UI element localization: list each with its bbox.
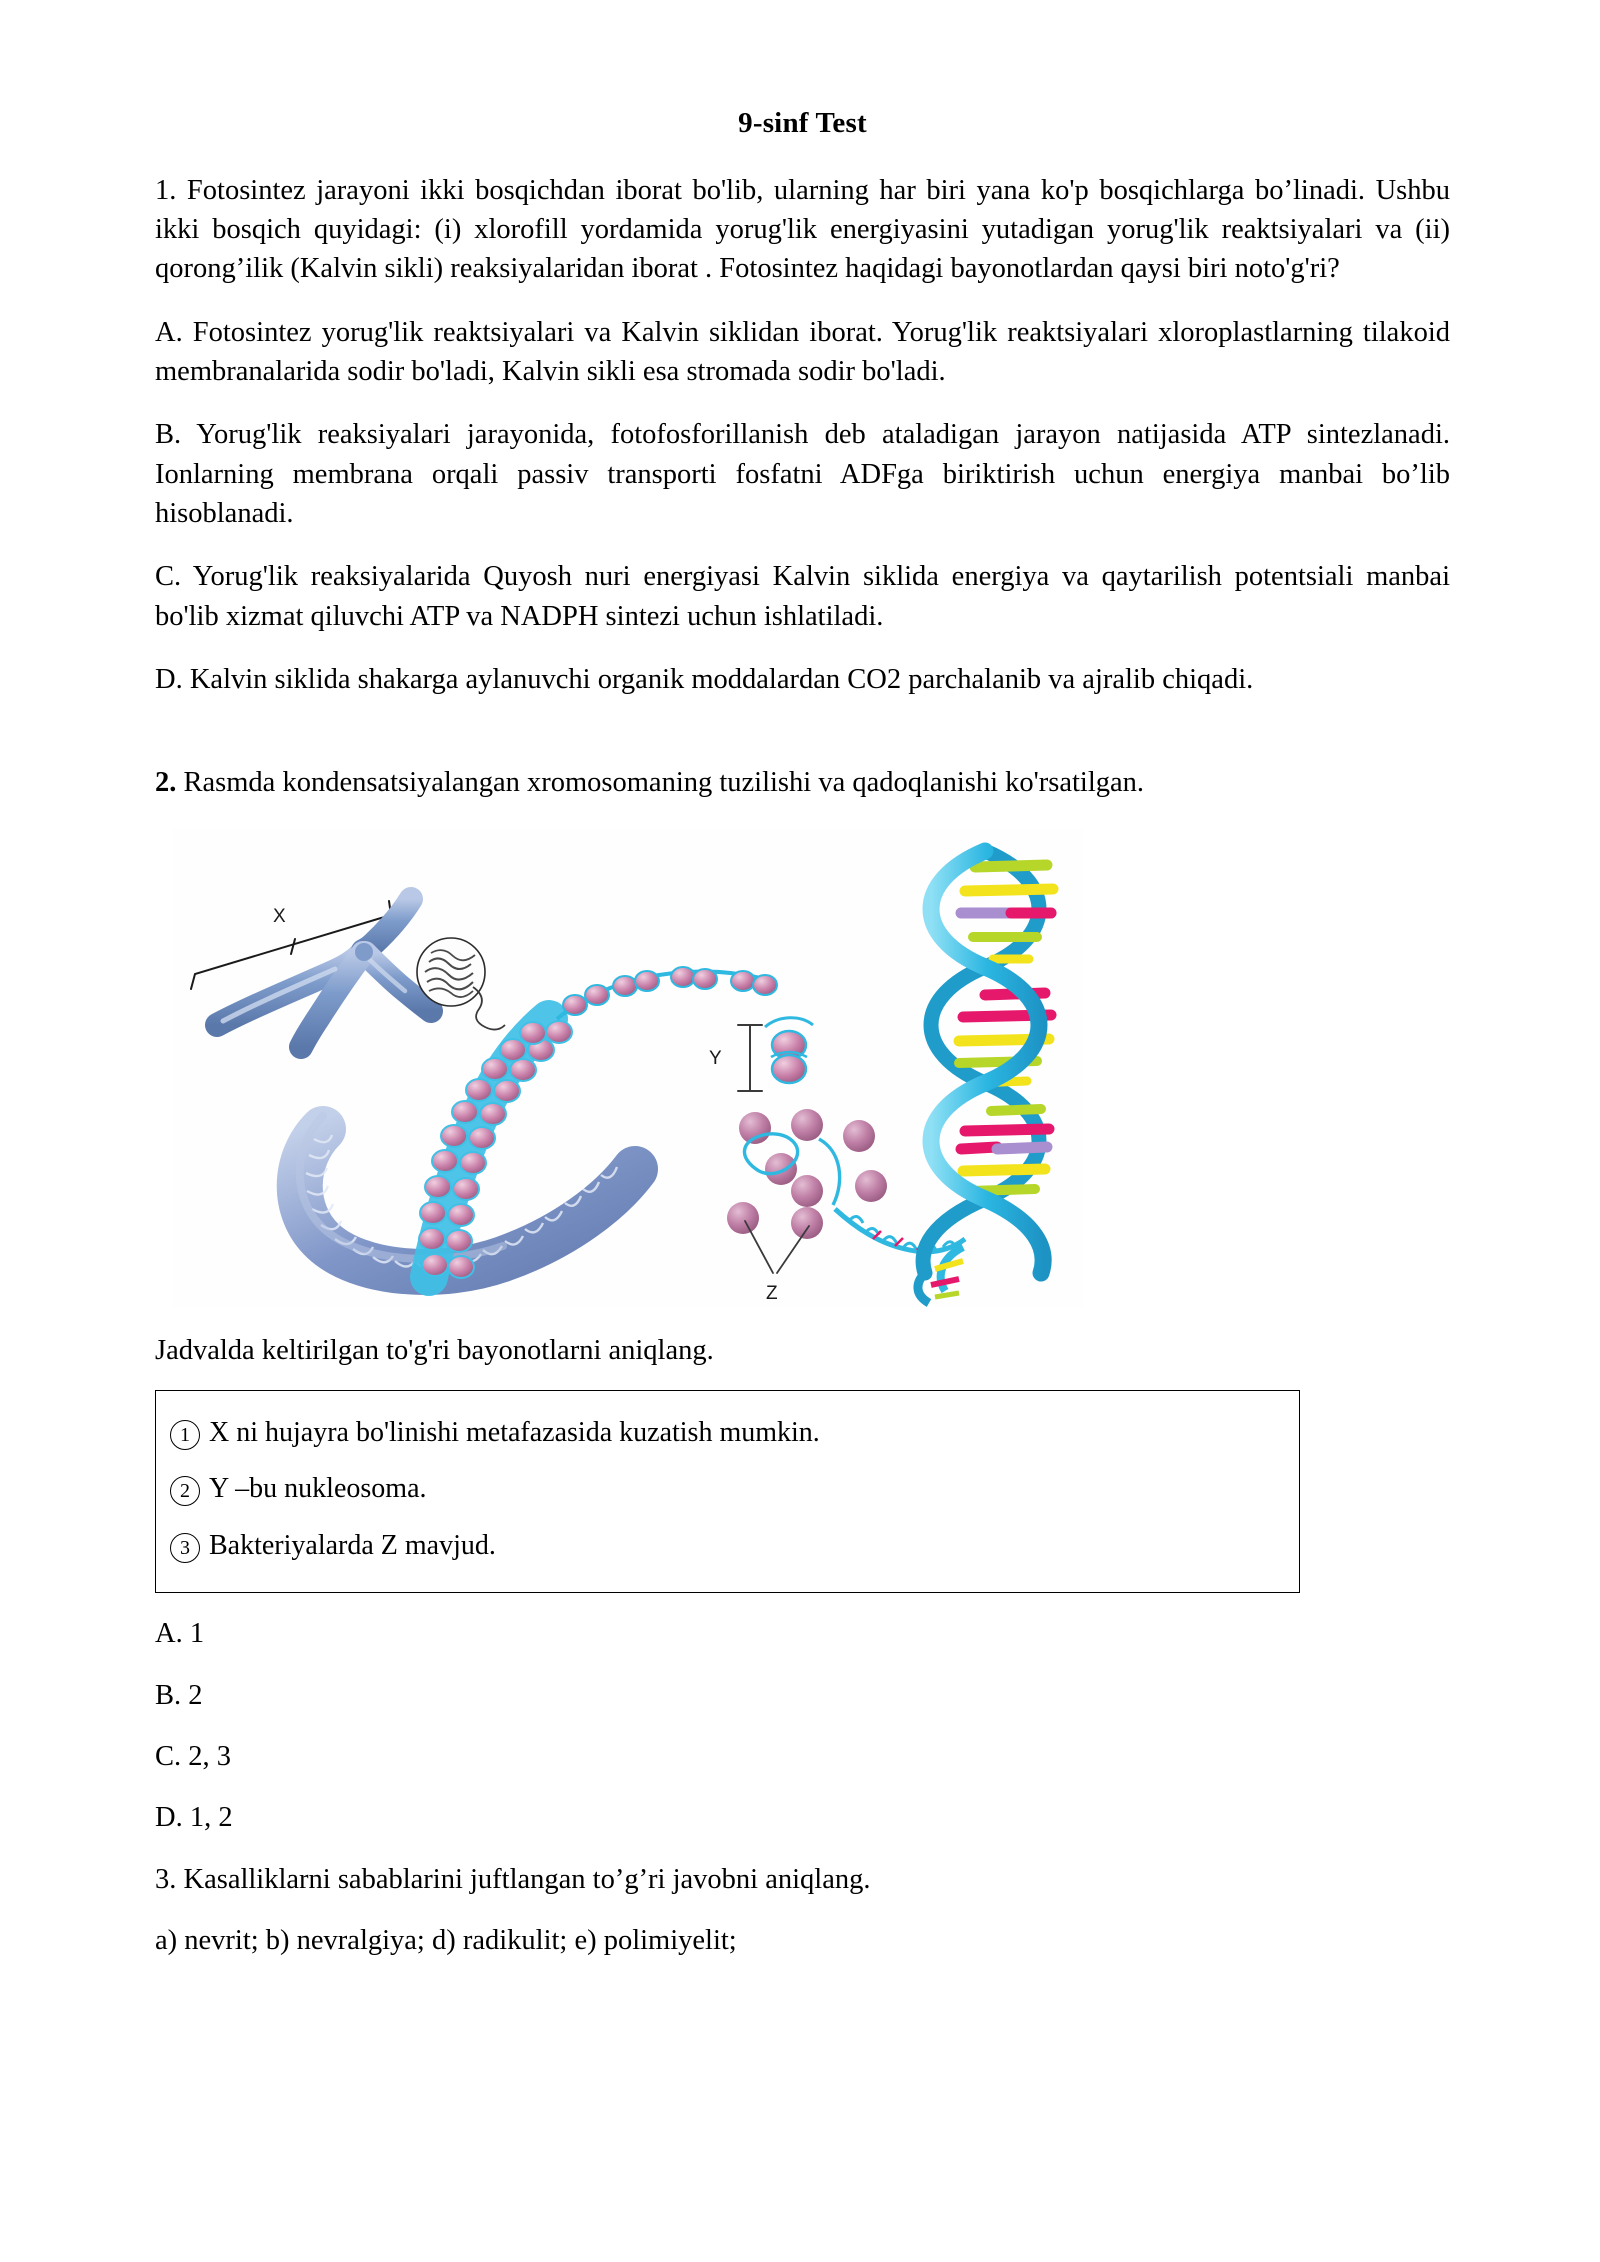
- question-1-option-d: D. Kalvin siklida shakarga aylanuvchi organik moddalardan CO2 parchalanib va ajralib chiqadi.: [155, 664, 1254, 696]
- table-row: [156, 1461, 1299, 1517]
- chromosome-packing-figure: [173, 829, 1083, 1307]
- statements-table: [155, 1390, 1300, 1593]
- question-2-option-a: A. 1: [155, 1618, 205, 1650]
- section-spacer: [155, 699, 1450, 739]
- question-1-stem: 1. Fotosintez jarayoni ikki bosqichdan iborat bo'lib, ularning har biri yana ko'p bosqichlarga bo’linadi. Ushbu ikki bosqich quyidagi: (i) xlorofill yordamida yorug'lik energiyasini yutadigan yorug'lik reaktsiyalari va (ii) qorong’ilik (Kalvin sikli) reaksiyalaridan iborat . Fotosintez haqidagi bayonotlardan qaysi biri noto'g'ri?: [155, 174, 1450, 285]
- question-2-option-c: C. 2, 3: [155, 1740, 232, 1772]
- statement-text-3: Bakteriyalarda Z mavjud.: [209, 1529, 496, 1561]
- question-1-option-a: A. Fotosintez yorug'lik reaktsiyalari va Kalvin siklidan iborat. Yorug'lik reaktsiyalari xloroplastlarning tilakoid membranalarida sodir bo'ladi, Kalvin sikli esa stromada sodir bo'ladi.: [155, 316, 1450, 388]
- question-3-stem: 3. Kasalliklarni sabablarini juftlangan to’g’ri javobni aniqlang.: [155, 1863, 871, 1895]
- chromosome-diagram-svg: [173, 829, 1083, 1307]
- question-1-option-b: B. Yorug'lik reaksiyalari jarayonida, fotofosforillanish deb ataladigan jarayon natijasida ATP sintezlanadi. Ionlarning membrana orqali passiv transporti fosfatni ADFga biriktirish uchun energiya manbai bo’lib hisoblanadi.: [155, 419, 1450, 530]
- label-y: Y: [709, 1047, 722, 1069]
- page-title: 9-sinf Test: [738, 107, 867, 139]
- question-2-stem: [155, 763, 1450, 802]
- statement-text-2: Y –bu nukleosoma.: [209, 1473, 427, 1505]
- question-3-list: a) nevrit; b) nevralgiya; d) radikulit; e) polimiyelit;: [155, 1924, 737, 1956]
- chromosome-figure-wrapper: [155, 829, 1450, 1307]
- table-row: [156, 1405, 1299, 1461]
- statement-number-3: 3: [170, 1533, 200, 1563]
- table-row: [156, 1518, 1299, 1574]
- question-2-number: 2.: [155, 767, 177, 799]
- question-1-option-c: C. Yorug'lik reaksiyalarida Quyosh nuri energiyasi Kalvin siklida energiya va qaytarilish potentsiali manbai bo'lib xizmat qiluvchi ATP va NADPH sintezi uchun ishlatiladi.: [155, 561, 1450, 632]
- label-z: Z: [766, 1282, 778, 1304]
- question-2-option-b: B. 2: [155, 1679, 203, 1711]
- statement-number-1: 1: [170, 1420, 200, 1450]
- question-2-instruction: Jadvalda keltirilgan to'g'ri bayonotlarni aniqlang.: [155, 1334, 714, 1366]
- label-x: X: [273, 905, 286, 927]
- statement-number-2: 2: [170, 1476, 200, 1506]
- question-2-option-d: D. 1, 2: [155, 1802, 233, 1834]
- statement-text-1: X ni hujayra bo'linishi metafazasida kuzatish mumkin.: [209, 1417, 820, 1449]
- question-2-stem-text: Rasmda kondensatsiyalangan xromosomaning tuzilishi va qadoqlanishi ko'rsatilgan.: [176, 767, 1145, 799]
